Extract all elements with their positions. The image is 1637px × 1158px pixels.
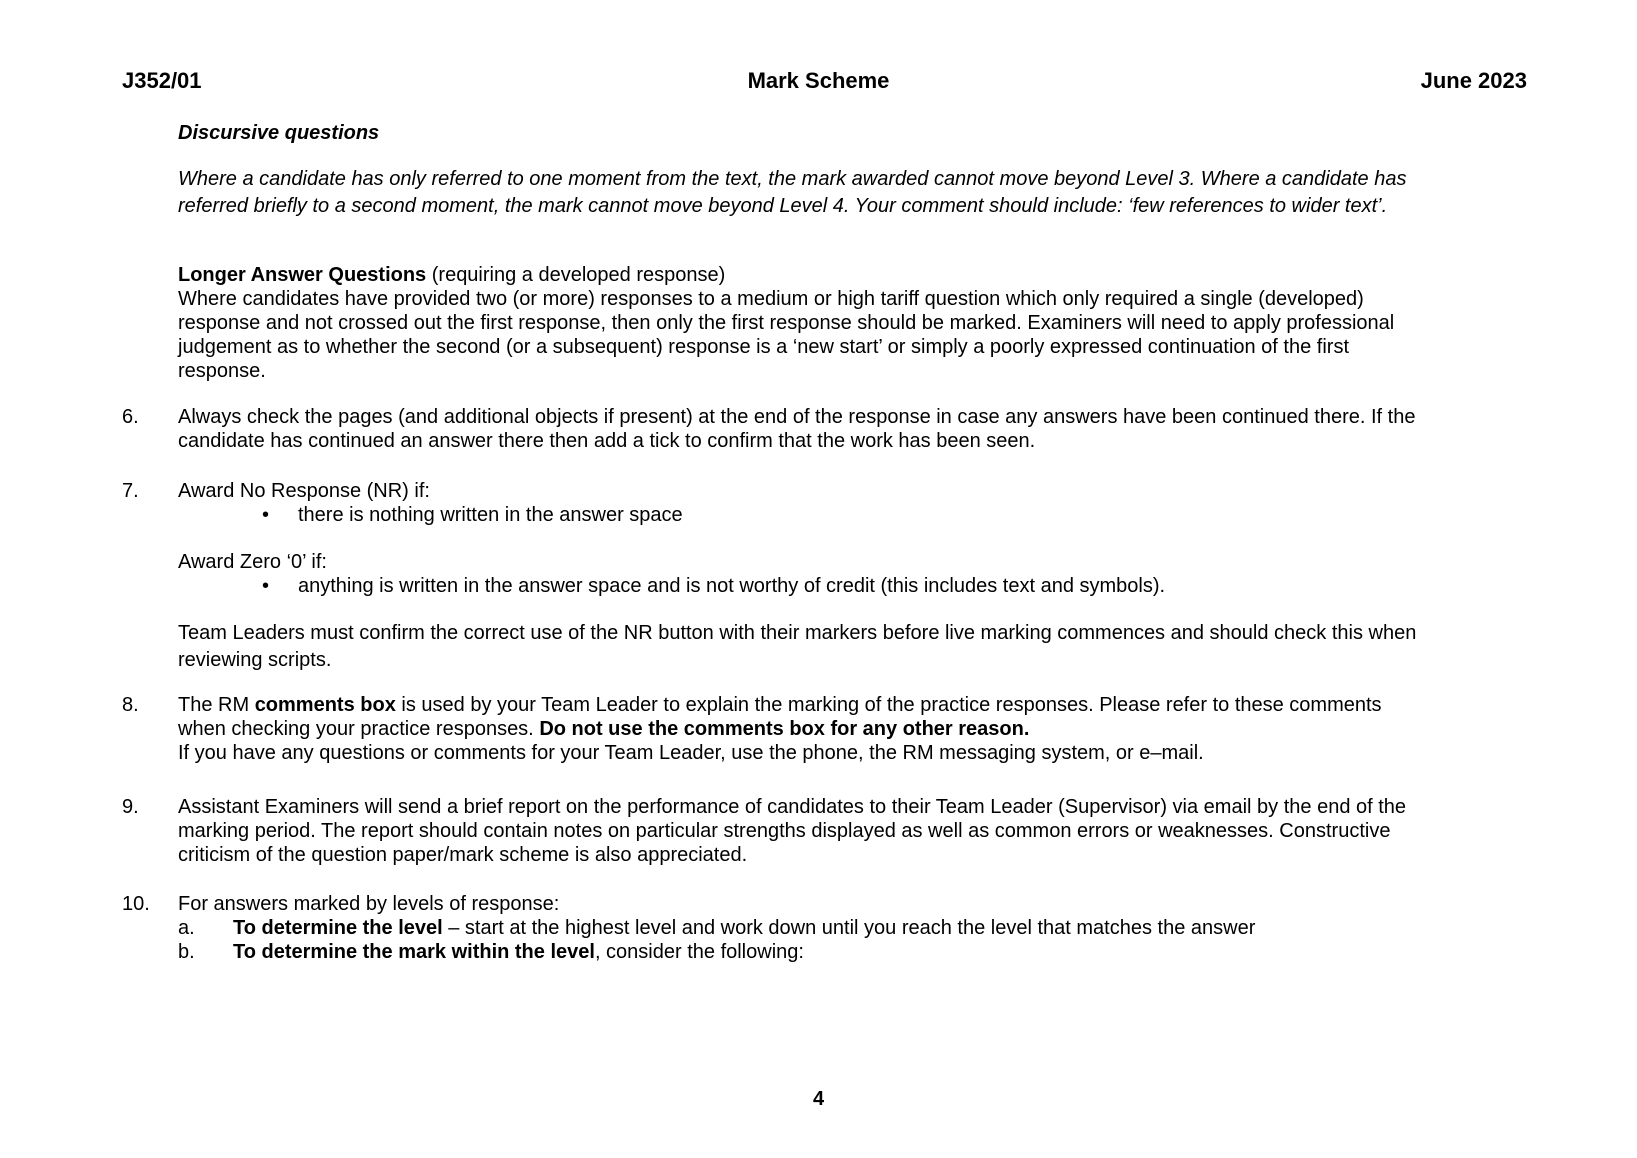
item-6-number: 6. [122, 406, 139, 428]
longer-answer-line-1: Where candidates have provided two (or more) responses to a medium or high tariff question which only required a single (developed) [178, 288, 1364, 310]
item-10-number: 10. [122, 893, 150, 915]
item-9-number: 9. [122, 796, 139, 818]
item-9-line-1: Assistant Examiners will send a brief report on the performance of candidates to their Team Leader (Supervisor) via email by the end of the [178, 796, 1407, 818]
document-title: Mark Scheme [747, 68, 890, 93]
longer-answer-heading-bold: Longer Answer Questions [178, 264, 427, 286]
item-8-line-2 [178, 717, 1528, 742]
bullet-icon: • [262, 575, 270, 597]
item-6-line-1: Always check the pages (and additional objects if present) at the end of the response in case any answers have been continued there. If the [178, 406, 1416, 428]
item-8-number: 8. [122, 694, 139, 716]
item-10-intro: For answers marked by levels of response: [178, 893, 560, 915]
item-10-b-text [233, 940, 804, 965]
item-7-nr-bullet-text: there is nothing written in the answer space [298, 504, 683, 526]
longer-answer-heading [178, 263, 1528, 288]
item-9-line-3: criticism of the question paper/mark scheme is also appreciated. [178, 844, 748, 866]
item-8-line-1-c: is used by your Team Leader to explain the marking of the practice responses. Please refer to these comments [395, 694, 1382, 716]
longer-answer-line-4: response. [178, 360, 266, 382]
item-8-line-1-a: The RM [178, 694, 255, 716]
item-7-team-line-2: reviewing scripts. [178, 649, 332, 671]
item-7-zero-bullet-text: anything is written in the answer space and is not worthy of credit (this includes text and symbols). [298, 575, 1166, 597]
exam-session: June 2023 [1420, 68, 1527, 93]
item-8-warning-bold: Do not use the comments box for any other reason. [539, 718, 1030, 740]
item-7-zero-bullet [262, 574, 1165, 599]
item-7-nr-intro: Award No Response (NR) if: [178, 480, 430, 502]
item-9-line-2: marking period. The report should contain notes on particular strengths displayed as well as common errors or weaknesses. Constructive [178, 820, 1391, 842]
discursive-heading: Discursive questions [178, 122, 380, 144]
item-7-team-line-1: Team Leaders must confirm the correct use of the NR button with their markers before live marking commences and should check this when [178, 622, 1417, 644]
item-10-a-letter: a. [178, 917, 195, 939]
bullet-icon: • [262, 504, 270, 526]
item-7-number: 7. [122, 480, 139, 502]
item-8-line-2-a: when checking your practice responses. [178, 718, 540, 740]
discursive-text-line-1: Where a candidate has only referred to one moment from the text, the mark awarded cannot move beyond Level 3. Where a candidate has [178, 168, 1407, 190]
item-10-b-bold: To determine the mark within the level [233, 941, 595, 963]
item-10-a-text [233, 916, 1255, 941]
longer-answer-heading-rest: (requiring a developed response) [426, 264, 726, 286]
item-10-b-rest: , consider the following: [594, 941, 804, 963]
item-8-comments-box-bold: comments box [254, 694, 396, 716]
longer-answer-line-2: response and not crossed out the first response, then only the first response should be marked. Examiners will need to apply professional [178, 312, 1395, 334]
page-number: 4 [812, 1088, 825, 1110]
item-6-line-2: candidate has continued an answer there then add a tick to confirm that the work has been seen. [178, 430, 1036, 452]
paper-code: J352/01 [122, 68, 202, 93]
longer-answer-line-3: judgement as to whether the second (or a subsequent) response is a ‘new start’ or simply a poorly expressed continuation of the first [178, 336, 1349, 358]
discursive-text-line-2: referred briefly to a second moment, the mark cannot move beyond Level 4. Your comment should include: ‘few references to wider text’. [178, 195, 1388, 217]
item-7-nr-bullet [262, 503, 683, 528]
item-8-line-1 [178, 693, 1528, 718]
item-10-a-rest: – start at the highest level and work down until you reach the level that matches the answer [442, 917, 1256, 939]
item-10-b-letter: b. [178, 941, 195, 963]
item-10-a-bold: To determine the level [233, 917, 443, 939]
item-7-zero-intro: Award Zero ‘0’ if: [178, 551, 327, 573]
item-8-line-3: If you have any questions or comments for your Team Leader, use the phone, the RM messaging system, or e–mail. [178, 742, 1204, 764]
